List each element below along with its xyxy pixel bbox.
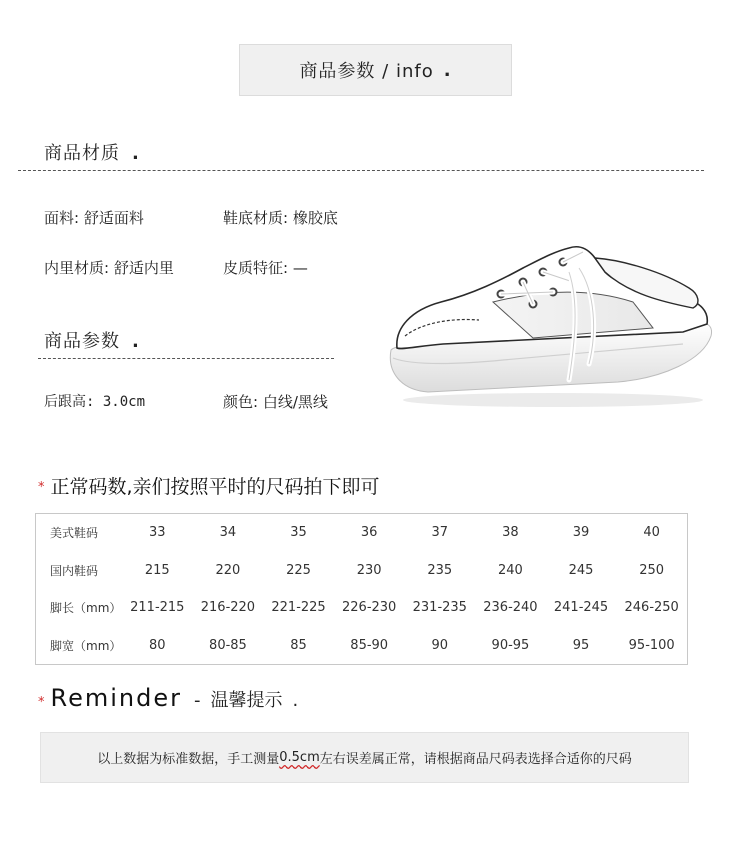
reminder-dash: - [194, 690, 201, 711]
field-heel [44, 391, 145, 411]
table-cell: 33 [149, 525, 166, 541]
note-text-mark: 0.5cm [279, 750, 320, 765]
divider-material [18, 170, 704, 171]
table-row [36, 552, 687, 590]
reminder-note [40, 732, 689, 783]
table-cell: 95 [572, 637, 590, 653]
params-title [44, 327, 140, 353]
table-row [36, 589, 687, 627]
table-cell: 36 [360, 525, 378, 541]
table-cell: 230 [356, 562, 382, 578]
divider-params [38, 358, 334, 359]
table-cell: 250 [639, 562, 665, 578]
field-fabric: 面料: 舒适面料 [44, 209, 144, 227]
section-header-info [239, 44, 512, 96]
table-cell: 34 [219, 525, 237, 541]
table-cell: 216-220 [200, 600, 256, 616]
table-cell: 95-100 [628, 637, 675, 653]
table-cell: 225 [286, 562, 311, 578]
red-star-icon: * [38, 480, 45, 495]
table-cell: 85-90 [350, 637, 389, 653]
table-cell: 221-225 [271, 600, 326, 616]
row-label: 脚长（mm） [50, 601, 122, 616]
material-title [44, 139, 140, 165]
reminder-heading [38, 684, 298, 712]
reminder-dot: . [292, 690, 299, 711]
table-cell: 226-230 [342, 600, 397, 616]
table-cell: 241-245 [553, 600, 609, 616]
params-title-text: 商品参数 [44, 331, 120, 352]
table-cell: 90-95 [491, 637, 530, 653]
table-cell: 211-215 [130, 600, 185, 616]
table-cell: 220 [215, 562, 241, 578]
material-title-dot: . [132, 143, 140, 164]
table-cell: 235 [427, 562, 453, 578]
reminder-title-en: Reminder [50, 684, 182, 712]
table-cell: 231-235 [412, 600, 467, 616]
table-cell: 215 [144, 562, 170, 578]
table-cell: 80-85 [209, 637, 247, 653]
row-label: 脚宽（mm） [50, 638, 122, 653]
field-heel-text: 后跟高: 3.0cm [44, 394, 146, 410]
table-cell: 40 [643, 525, 660, 541]
red-star-icon: * [38, 695, 45, 710]
table-cell: 240 [498, 562, 523, 578]
params-title-dot: . [132, 331, 140, 352]
table-cell: 246-250 [624, 600, 679, 616]
table-cell: 39 [572, 525, 590, 541]
table-row [36, 514, 687, 552]
table-cell: 245 [568, 562, 594, 578]
size-table [35, 513, 688, 665]
table-cell: 80 [149, 637, 166, 653]
row-label: 国内鞋码 [50, 563, 99, 578]
table-cell: 236-240 [483, 600, 538, 616]
field-color: 颜色: 白线/黑线 [223, 393, 328, 411]
size-guide-heading-text: 正常码数,亲们按照平时的尺码拍下即可 [50, 476, 380, 498]
table-cell: 38 [502, 525, 519, 541]
header-dot: . [443, 59, 452, 81]
material-title-text: 商品材质 [44, 143, 120, 164]
table-cell: 85 [290, 637, 307, 653]
table-row [36, 627, 687, 665]
note-text-after: 左右误差属正常，请根据商品尺码表选择合适你的尺码 [319, 752, 632, 767]
product-shoe-image [383, 232, 723, 412]
field-sole: 鞋底材质: 橡胶底 [223, 209, 338, 227]
reminder-title-cn: 温馨提示 [210, 690, 283, 711]
table-cell: 90 [431, 637, 449, 653]
size-guide-heading [38, 472, 380, 499]
header-title: 商品参数 / info [299, 61, 434, 82]
row-label: 美式鞋码 [50, 526, 99, 541]
table-cell: 35 [290, 525, 307, 541]
field-leather: 皮质特征: — [223, 259, 308, 277]
table-cell: 37 [431, 525, 449, 541]
field-lining: 内里材质: 舒适内里 [44, 259, 174, 277]
note-text-before: 以上数据为标准数据，手工测量 [97, 752, 280, 767]
